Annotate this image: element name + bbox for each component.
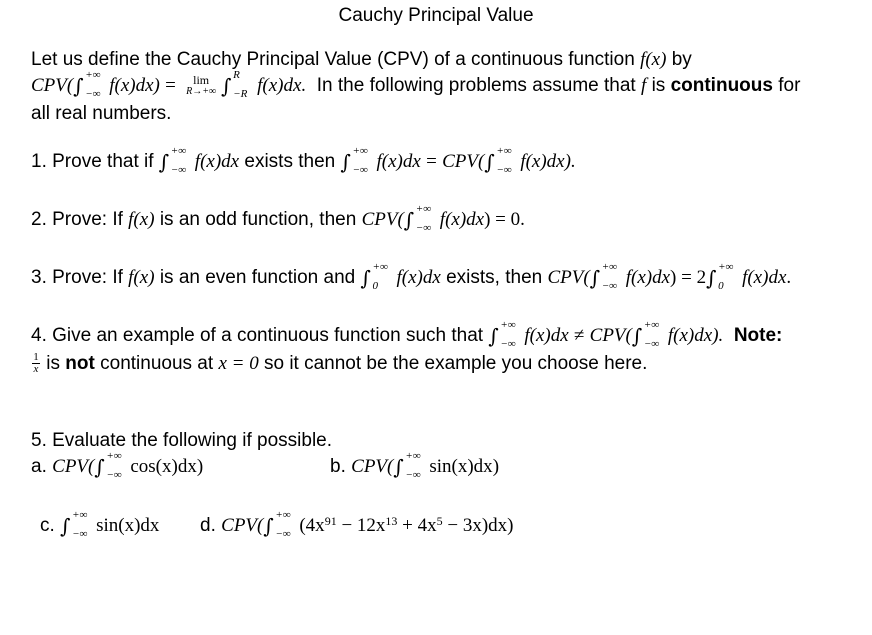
part-b-label: b. [330,456,346,477]
problem-2-lead: 2. Prove: If [31,209,123,230]
intro-line-3: all real numbers. [31,103,172,124]
integrand: f(x)dx [667,325,713,346]
close-paren: ) [153,75,160,96]
exponent-13: 13 [385,514,398,528]
problem-2-mid: is an odd function, then [159,209,357,230]
page-title: Cauchy Principal Value [338,5,534,26]
cpv-label: CPV( [52,456,95,477]
problem-2 [31,203,525,234]
integral-limits: +∞ −∞ [352,145,368,176]
integrand: sin(x)dx [96,515,160,536]
poly-term-1: (4x [299,515,325,536]
problem-4 [31,319,783,350]
continuous-at: continuous at [100,353,214,374]
integral-limits: +∞ −∞ [72,509,88,540]
integral-limits: +∞ −∞ [405,450,421,481]
cpv-label: CPV( [221,515,264,536]
integral-limits: +∞ −∞ [601,261,617,292]
not-bold: not [65,353,95,374]
is-word: is [651,75,666,96]
part-a-label: a. [31,456,47,477]
problem-3-lead: 3. Prove: If [31,267,123,288]
problem-3-exists: exists, then [446,267,543,288]
fx: f(x) [128,209,155,230]
integrand: sin(x)dx [429,456,493,477]
f-symbol: f [641,75,647,96]
problem-3-mid: is an even function and [159,267,356,288]
fraction-one-over-x: $\frac{1}{x}$ [33,351,39,375]
integrand: f(x)dx [194,151,240,172]
cpv-label: CPV( [547,267,590,288]
integral-sign: ∫ [73,74,84,98]
integrand: f(x)dx [742,267,787,288]
cpv-label: CPV( [361,209,404,230]
cpv-label: CPV( [31,75,74,96]
not-equal-sign: ≠ [573,325,585,346]
integral-limits: +∞ 0 [372,261,388,292]
integral-limits: +∞ −∞ [643,319,660,350]
integral-sign: ∫ [403,208,415,232]
fx: f(x) [128,267,155,288]
integral-limits: +∞ 0 [718,261,734,292]
poly-term-3: + 4x [397,515,437,536]
integral-limits: +∞ −∞ [500,319,516,350]
integral-sign: ∫ [706,266,717,290]
exponent-5: 5 [436,514,443,528]
integrand: f(x)dx [376,151,421,172]
close-paren: ) [492,456,500,477]
intro-by: by [671,49,692,70]
cpv-label: CPV( [351,456,394,477]
integral-sign: ∫ [221,74,232,98]
problem-5-lead: 5. Evaluate the following if possible. [31,430,333,451]
close-paren: ). [712,325,724,346]
integral-limits: +∞ −∞ [170,145,187,176]
problem-2-tail: ) = 0. [484,209,525,230]
problem-3 [31,261,792,292]
cpv-label: CPV( [589,325,632,346]
integral-limits: +∞ −∞ [496,145,512,176]
poly-term-2: − 12x [336,515,386,536]
intro-fx: f(x) [640,49,667,70]
cpv-label: CPV( [442,151,485,172]
part-d-label: d. [200,515,216,536]
integral-sign: ∫ [263,514,274,538]
part-c-label: c. [40,515,55,536]
problem-1-exists: exists then [244,151,336,172]
integral-sign: ∫ [158,150,170,174]
integrand: f(x)dx [396,267,441,288]
integral-limits: R −R [233,69,248,100]
period: . [786,267,792,288]
problem-5c [40,509,160,540]
integral-limits: +∞ −∞ [275,509,291,540]
integral-sign: ∫ [589,266,601,290]
integrand: f(x)dx [109,75,154,96]
integral-sign: ∫ [360,266,371,290]
integral-sign: ∫ [393,455,404,479]
is-word: is [46,353,61,374]
equals-two: ) = 2 [670,267,707,288]
cpv-definition [31,69,801,100]
intro-line-1 [31,48,692,72]
close-paren: ). [564,151,576,172]
problem-5a [31,450,204,481]
integral-sign: ∫ [94,455,105,479]
integral-limits: +∞ −∞ [85,69,101,100]
continuous-bold: continuous [670,75,773,96]
problem-1-lead: 1. Prove that if [31,151,154,172]
integrand: f(x)dx [439,209,485,230]
integral-sign: ∫ [484,150,495,174]
problem-5d [200,509,514,540]
problem-4-rest: so it cannot be the example you choose here. [263,353,648,374]
equals-sign: = [426,151,437,172]
note-label: Note: [733,325,783,346]
integrand: f(x)dx [625,267,671,288]
integrand: f(x)dx [257,75,302,96]
equals-sign: = [165,75,176,96]
poly-term-4: − 3x)dx) [442,515,514,536]
integral-sign: ∫ [631,324,643,348]
limit-operator: lim R→+∞ [186,73,217,97]
problem-4-lead: 4. Give an example of a continuous function such that [31,325,484,346]
problem-4-note [31,352,647,376]
assumption-text: In the following problems assume that [316,75,636,96]
x-equals-zero: x = 0 [218,353,259,374]
integral-sign: ∫ [60,514,71,538]
integrand: cos(x)dx [130,456,197,477]
problem-5b [330,450,500,481]
period: . [301,75,307,96]
for-word: for [778,75,801,96]
integrand: f(x)dx [524,325,569,346]
integral-sign: ∫ [340,150,351,174]
close-paren: ) [196,456,204,477]
integral-sign: ∫ [488,324,499,348]
integrand: f(x)dx [520,151,565,172]
exponent-91: 91 [324,514,337,528]
integral-limits: +∞ −∞ [106,450,122,481]
intro-text: Let us define the Cauchy Principal Value (CPV) of a continuous function [31,49,635,70]
problem-1 [31,145,576,176]
integral-limits: +∞ −∞ [415,203,432,234]
